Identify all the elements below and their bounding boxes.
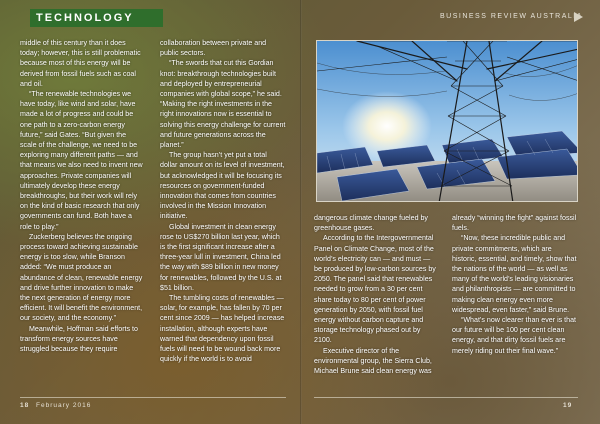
spread-fold bbox=[300, 0, 302, 424]
issue-date: February 2016 bbox=[36, 402, 92, 409]
folio-left bbox=[20, 402, 91, 409]
article-paragraph: “The swords that cut this Gordian knot: breakthrough technologies built and deployed by entrepreneurial companies with global scope,” he said. “Making the right investments in the right innovations now is essential to solving this energy challenge for current and future generations across the planet.” bbox=[160, 59, 286, 150]
article-paragraph: Zuckerberg believes the ongoing process toward achieving sustainable energy is too slow, while Branson added: “We must produce an abundance of clean, renewable energy and drive further innovation to make the next generation of energy more efficient. It will benefit the environment, our society, and the economy.” bbox=[20, 232, 143, 323]
article-paragraph: “The renewable technologies we have today, like wind and solar, have made a lot of progress and could be one path to a zero-carbon energy future,” said Gates. “But given the scale of the challenge, we need to be exploring many different paths — and that means we also need to invent new approaches. Private companies will ultimately develop these energy breakthroughs, but their work will rely on the kind of basic research that only governments can fund. Both have a role to play.” bbox=[20, 90, 143, 231]
article-paragraph: The group hasn’t yet put a total dollar amount on its level of investment, but acknowledged it will be focusing its resources on government-funded innovation that comes from countries involved in the Mission Innovation initiative. bbox=[160, 151, 285, 221]
article-paragraph: collaboration between private and public sectors. bbox=[160, 39, 267, 58]
magazine-title: BUSINESS REVIEW AUSTRALIA bbox=[440, 13, 583, 20]
article-column-3 bbox=[314, 213, 439, 376]
arrow-icon bbox=[574, 12, 583, 22]
footer-rule-left bbox=[20, 397, 286, 398]
section-label: TECHNOLOGY bbox=[36, 12, 134, 24]
solar-farm-photo bbox=[316, 40, 578, 202]
article-paragraph: Global investment in clean energy rose to US$270 billion last year, which is the first significant increase after a three-year lull in investment, China led the way with $89 billion in new money for renewables, followed by the U.S. at $51 billion. bbox=[160, 222, 282, 292]
article-paragraph: Meanwhile, Hoffman said efforts to transform energy sources have struggled because they require bbox=[20, 324, 138, 354]
article-paragraph: middle of this century than it does today; however, this is still problematic because most of this energy will be derived from fossil fuels such as coal and oil. bbox=[20, 39, 141, 88]
footer-rule-right bbox=[314, 397, 578, 398]
page-number-left: 18 bbox=[20, 402, 30, 409]
article-paragraph: already “winning the fight” against fossil fuels. bbox=[452, 214, 577, 233]
article-column-4 bbox=[452, 213, 577, 356]
page-number-right: 19 bbox=[563, 402, 573, 409]
article-paragraph: The tumbling costs of renewables — solar, for example, has fallen by 70 per cent since 2009 — has helped increase installation, although experts have warned that dependency upon fossil fuels will need to be wound back more quickly if the world is to avoid bbox=[160, 294, 285, 364]
article-column-1 bbox=[20, 38, 144, 354]
article-paragraph: “Now, these incredible public and private commitments, which are historic, essential, and timely, show that the nations of the world — as well as many of the world’s leading visionaries and philanthropists — are committed to making clean energy even more widespread, even faster,” said Brune. bbox=[452, 234, 577, 314]
article-column-2 bbox=[160, 38, 286, 365]
article-paragraph: “What’s now clearer than ever is that our future will be 100 per cent clean energy, and that dirty fossil fuels are merely riding out their final wave.” bbox=[452, 316, 576, 355]
article-paragraph: dangerous climate change fueled by greenhouse gases. bbox=[314, 214, 428, 233]
section-tag bbox=[30, 9, 163, 27]
article-paragraph: According to the Intergovernmental Panel on Climate Change, most of the world’s electricity can — and must — be produced by low-carbon sources by 2050. The panel said that renewables needed to grow from a 30 per cent share today to 80 per cent of power generation by 2050, with fossil fuel energy without carbon capture and storage technology phased out by 2100. bbox=[314, 234, 436, 345]
article-paragraph: Executive director of the environmental group, the Sierra Club, Michael Brune said clean energy was bbox=[314, 346, 432, 376]
